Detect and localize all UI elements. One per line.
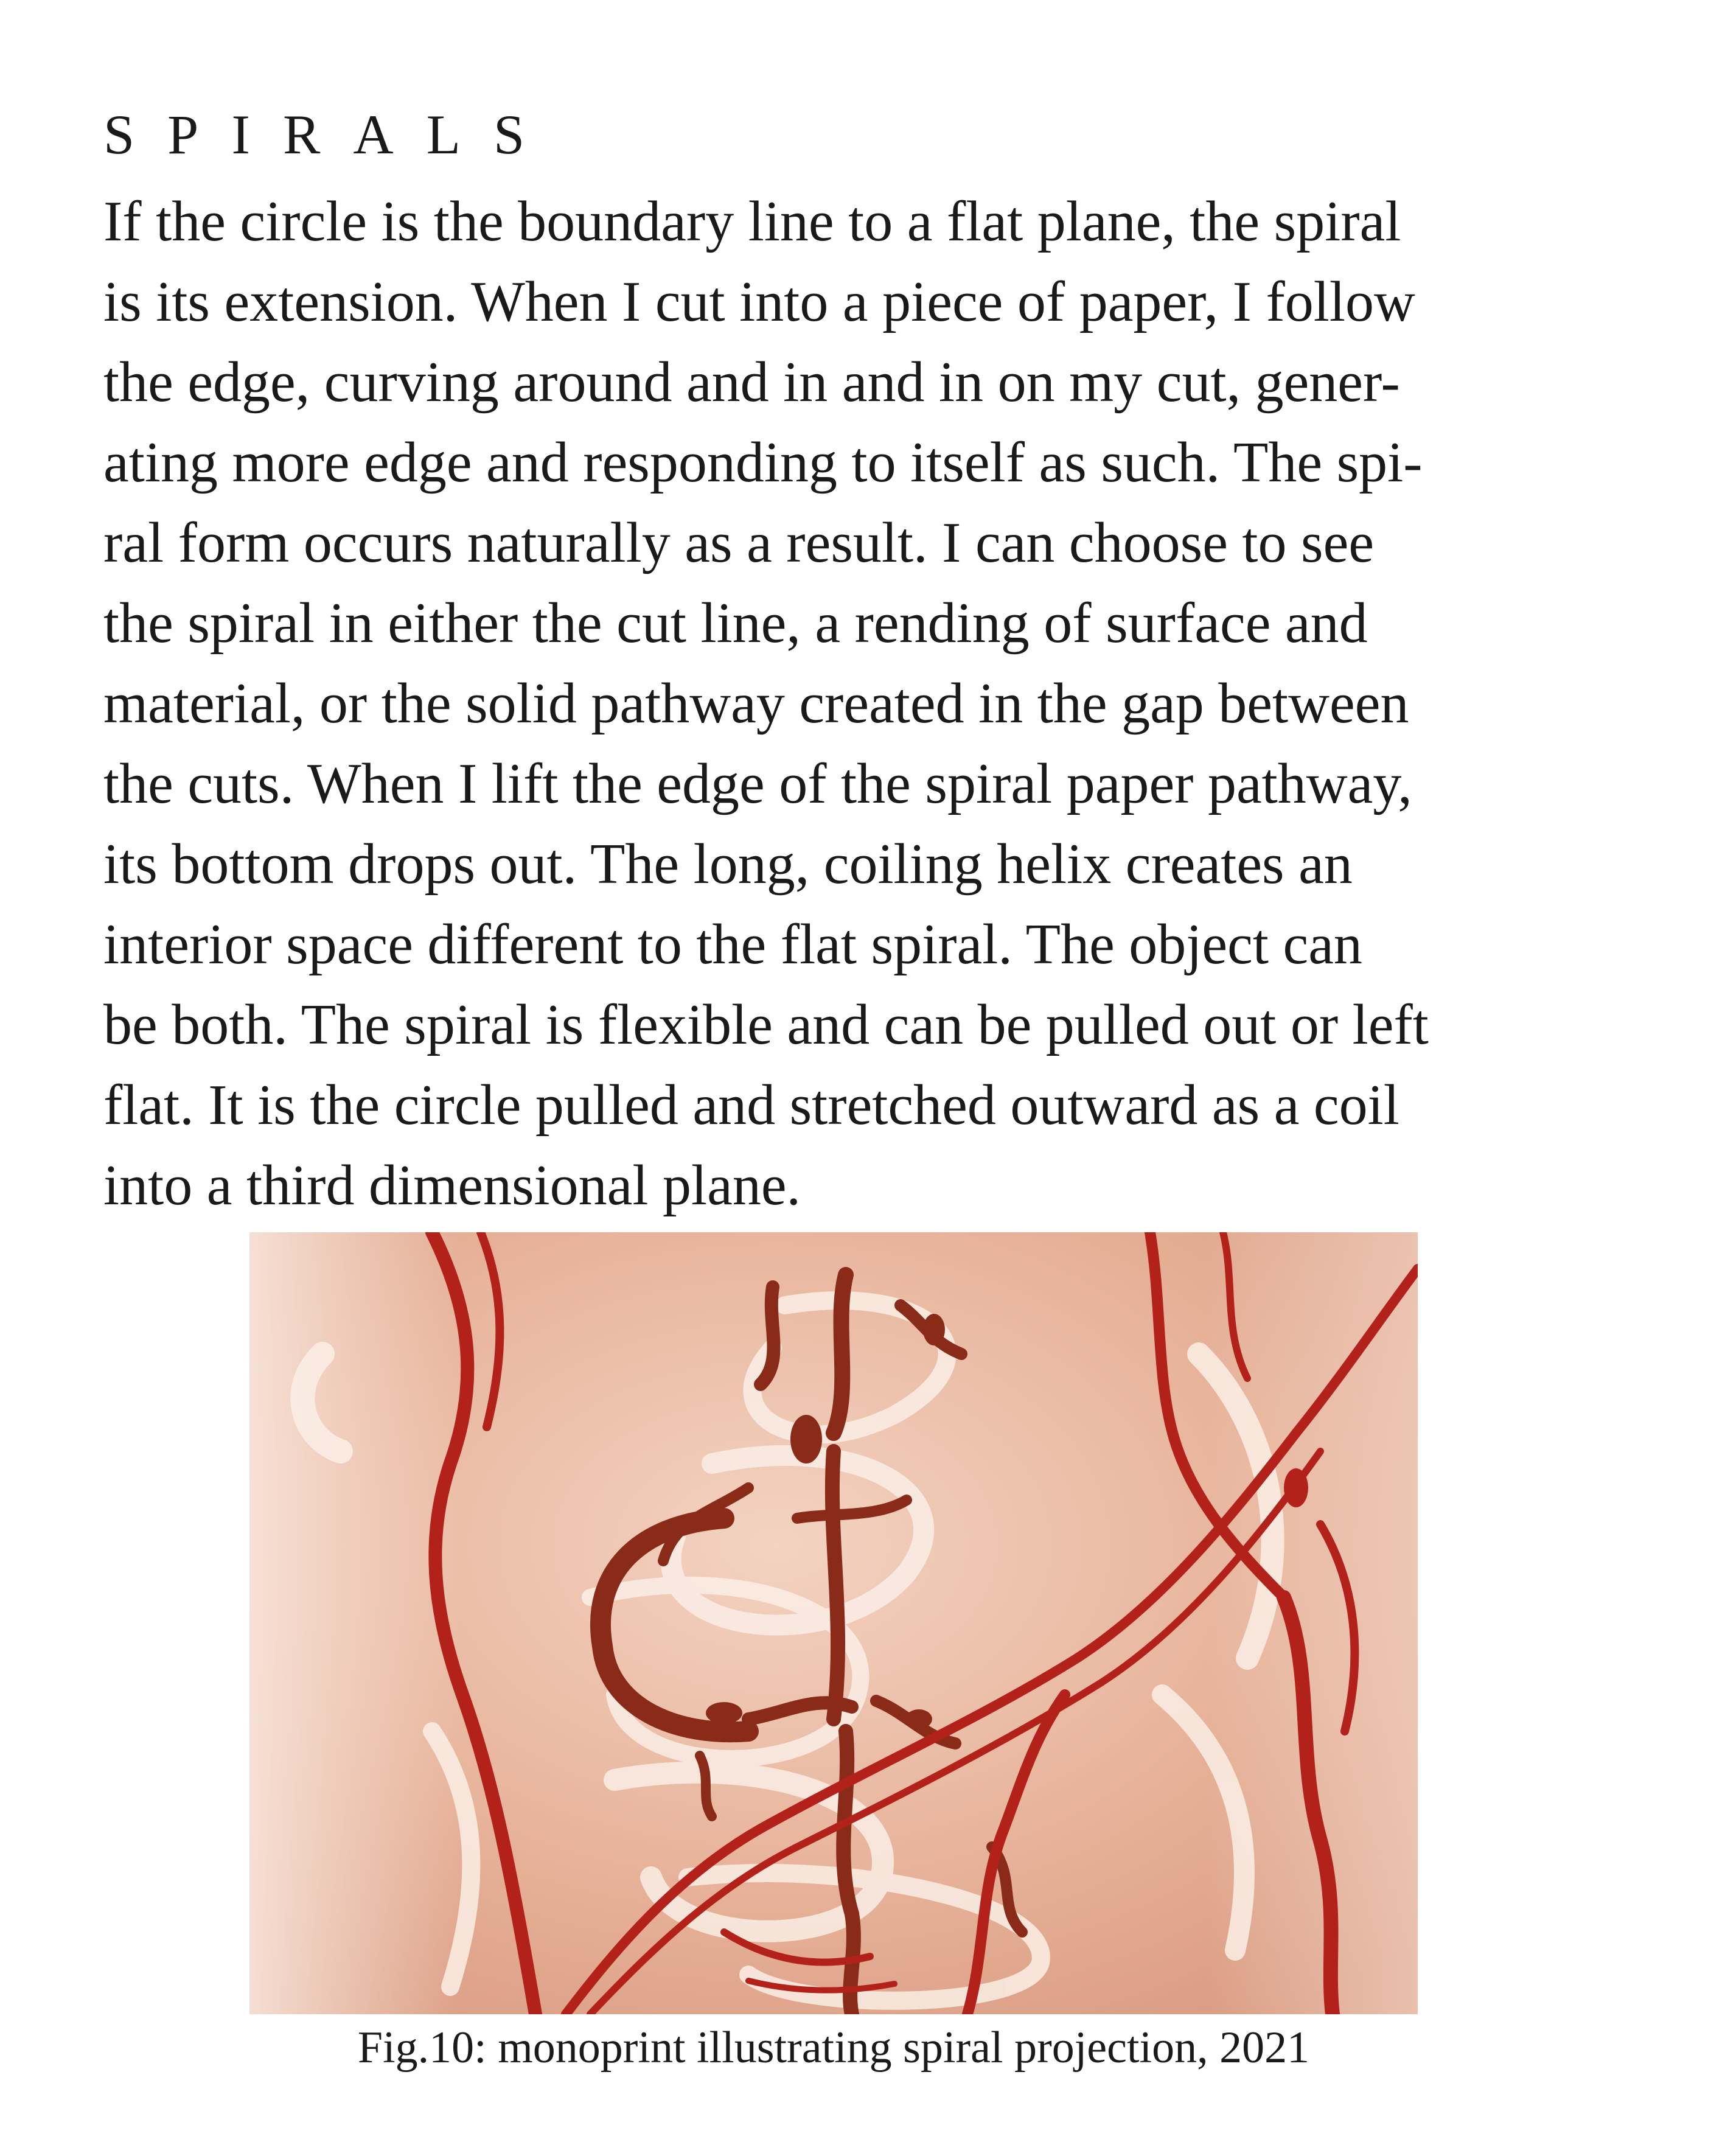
section-heading: SPIRALS [103, 103, 558, 166]
paragraph-line: its bottom drops out. The long, coiling helix creates an [103, 832, 1353, 896]
paragraph-line: ating more edge and responding to itself as such. The spi- [103, 431, 1423, 494]
paragraph-line: the cuts. When I lift the edge of the spiral paper pathway, [103, 752, 1412, 815]
paragraph-line: flat. It is the circle pulled and stretched outward as a coil [103, 1073, 1399, 1137]
paragraph-line: be both. The spiral is flexible and can be pulled out or left [103, 993, 1429, 1056]
paragraph-line: is its extension. When I cut into a piece of paper, I follow [103, 270, 1415, 333]
monoprint-figure [249, 1232, 1418, 2014]
paragraph-line: interior space different to the flat spiral. The object can [103, 913, 1362, 976]
paragraph-line: material, or the solid pathway created in the gap between [103, 672, 1409, 735]
body-paragraph [103, 181, 1625, 1226]
paragraph-line: the spiral in either the cut line, a rending of surface and [103, 591, 1368, 655]
paragraph-line: the edge, curving around and in and in on my cut, gener- [103, 351, 1400, 414]
monoprint-image [249, 1232, 1418, 2014]
paragraph-line: into a third dimensional plane. [103, 1154, 801, 1217]
paragraph-line: ral form occurs naturally as a result. I can choose to see [103, 511, 1375, 574]
figure-caption: Fig.10: monoprint illustrating spiral projection, 2021 [357, 2023, 1310, 2073]
paragraph-line: If the circle is the boundary line to a flat plane, the spiral [103, 190, 1401, 253]
